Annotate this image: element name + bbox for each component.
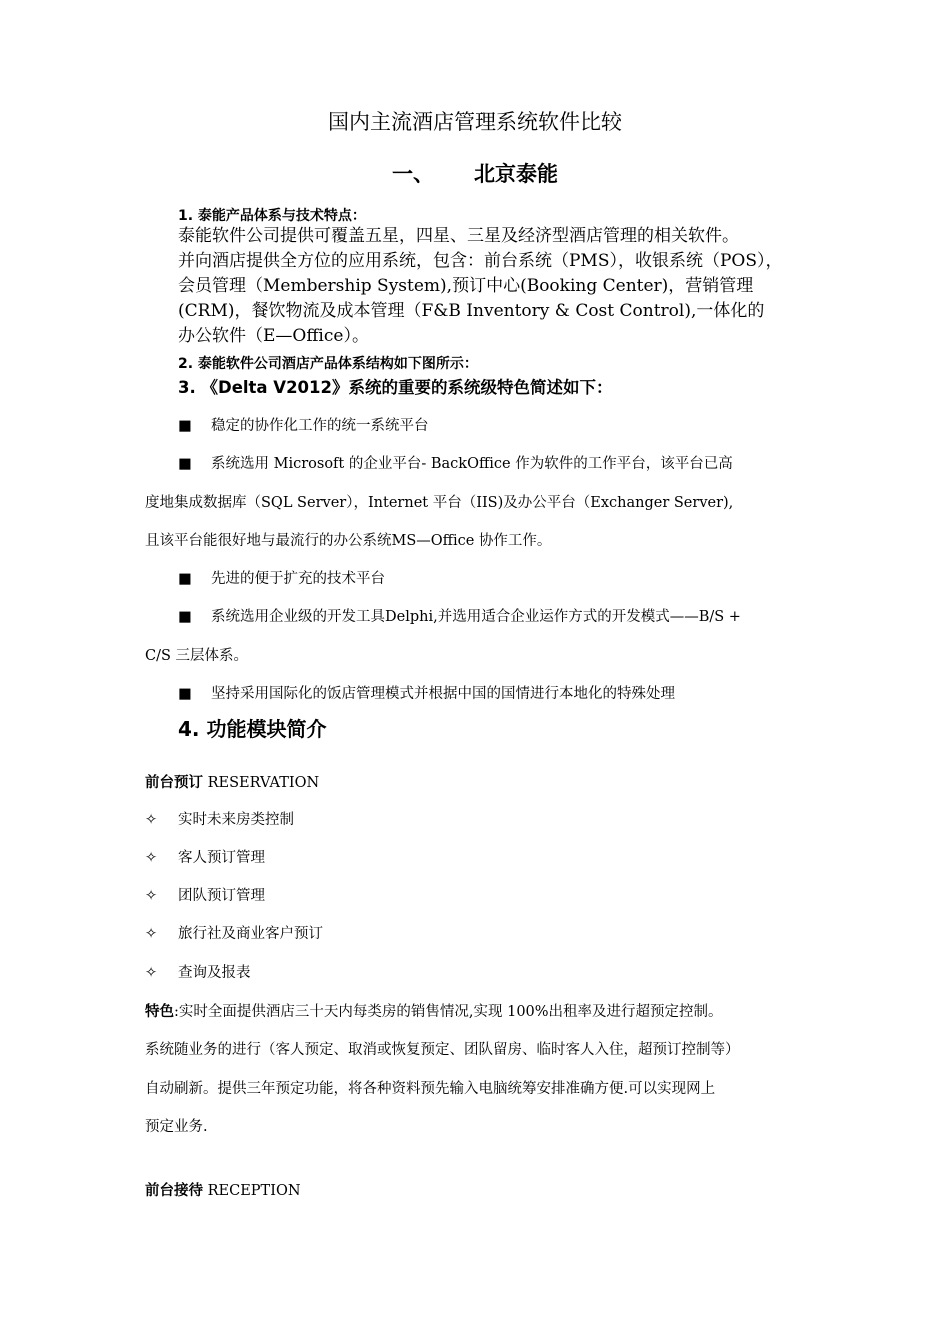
feature-bullet (178, 682, 675, 703)
diamond-bullet-icon: ✧ (145, 888, 158, 904)
square-bullet-icon: ■ (178, 418, 192, 434)
module-title-en: RESERVATION (207, 775, 320, 791)
bullet-text: 稳定的协作化工作的统一系统平台 (211, 418, 429, 434)
list-item (145, 961, 251, 982)
bullet-text: 系统选用企业级的开发工具Delphi,并选用适合企业运作方式的开发模式——B/S + (211, 609, 741, 625)
document-title: 国内主流酒店管理系统软件比较 (328, 110, 622, 134)
module-heading-reception (145, 1179, 301, 1200)
square-bullet-icon: ■ (178, 456, 192, 472)
paragraph-line: (CRM)，餐饮物流及成本管理（F&B Inventory & Cost Control),一体化的 (178, 301, 765, 321)
item2-heading: 2. 泰能软件公司酒店产品体系结构如下图所示： (178, 356, 478, 372)
feature-text: :实时全面提供酒店三十天内每类房的销售情况,实现 100%出租率及进行超预定控制。 (174, 1004, 723, 1020)
list-item (145, 808, 294, 829)
list-item-text: 团队预订管理 (178, 888, 265, 904)
item1-heading: 1. 泰能产品体系与技术特点： (178, 208, 366, 224)
list-item-text: 实时未来房类控制 (178, 812, 294, 828)
bullet-continuation: C/S 三层体系。 (145, 648, 249, 664)
diamond-bullet-icon: ✧ (145, 812, 158, 828)
bullet-text: 系统选用 Microsoft 的企业平台- BackOffice 作为软件的工作平台，该平台已高 (211, 456, 733, 472)
feature-bullet (178, 567, 385, 588)
diamond-bullet-icon: ✧ (145, 926, 158, 942)
square-bullet-icon: ■ (178, 609, 192, 625)
square-bullet-icon: ■ (178, 686, 192, 702)
module-title-cn: 前台接待 (145, 1183, 203, 1199)
module-title-cn: 前台预订 (145, 775, 203, 791)
diamond-bullet-icon: ✧ (145, 850, 158, 866)
feature-paragraph-line (145, 1000, 723, 1021)
list-item (145, 884, 265, 905)
section-title: 北京泰能 (474, 162, 558, 186)
bullet-continuation: 度地集成数据库（SQL Server），Internet 平台（IIS)及办公平台（Exchanger Server), (145, 495, 734, 511)
feature-paragraph-line: 预定业务. (145, 1119, 208, 1135)
bullet-text: 先进的便于扩充的技术平台 (211, 571, 385, 587)
diamond-bullet-icon: ✧ (145, 965, 158, 981)
item1-paragraph (178, 224, 783, 349)
list-item-text: 旅行社及商业客户预订 (178, 926, 323, 942)
list-item-text: 客人预订管理 (178, 850, 265, 866)
section-number: 一、 (392, 162, 434, 186)
item4-heading: 4. 功能模块简介 (178, 717, 327, 741)
bullet-continuation: 且该平台能很好地与最流行的办公系统MS—Office 协作工作。 (145, 533, 552, 549)
feature-paragraph-line: 自动刷新。提供三年预定功能，将各种资料预先输入电脑统筹安排准确方便.可以实现网上 (145, 1081, 716, 1097)
paragraph-line: 办公软件（E—Office）。 (178, 326, 369, 346)
feature-label: 特色 (145, 1004, 174, 1020)
section-heading (0, 158, 950, 188)
item3-heading: 3. 《Delta V2012》系统的重要的系统级特色简述如下： (178, 378, 613, 397)
module-title-en: RECEPTION (207, 1183, 301, 1199)
square-bullet-icon: ■ (178, 571, 192, 587)
paragraph-line: 泰能软件公司提供可覆盖五星，四星、三星及经济型酒店管理的相关软件。 (178, 226, 739, 246)
list-item (145, 922, 323, 943)
bullet-text: 坚持采用国际化的饭店管理模式并根据中国的国情进行本地化的特殊处理 (211, 686, 675, 702)
paragraph-line: 并向酒店提供全方位的应用系统，包含：前台系统（PMS），收银系统（POS）， (178, 251, 783, 271)
list-item (145, 846, 265, 867)
module-heading-reservation (145, 771, 319, 792)
list-item-text: 查询及报表 (178, 965, 251, 981)
paragraph-line: 会员管理（Membership System),预订中心(Booking Center)，营销管理 (178, 276, 754, 296)
feature-bullet (178, 605, 741, 626)
feature-paragraph-line: 系统随业务的进行（客人预定、取消或恢复预定、团队留房、临时客人入住，超预订控制等） (145, 1042, 740, 1058)
feature-bullet (178, 452, 733, 473)
feature-bullet (178, 414, 429, 435)
